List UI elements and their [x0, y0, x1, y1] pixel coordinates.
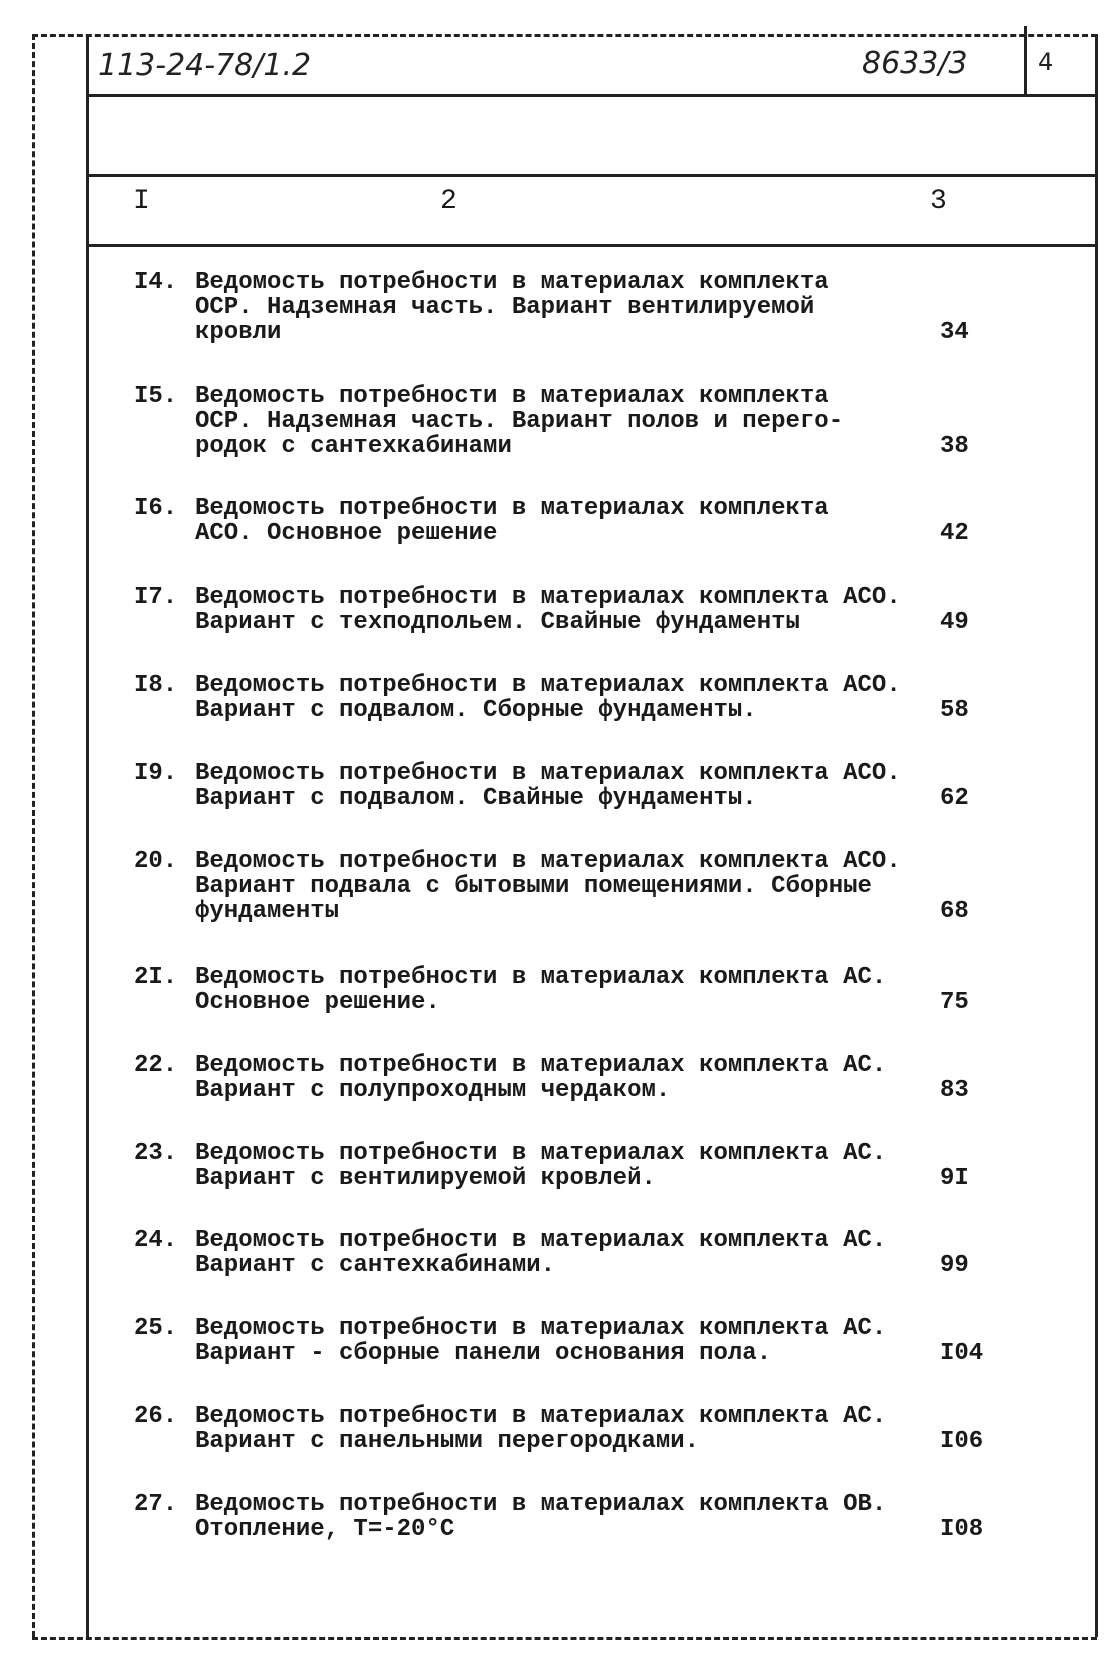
entry-title-line: фундаменты — [195, 898, 340, 925]
entry-number: 27. — [134, 1491, 178, 1518]
frame-bottom — [32, 1637, 1097, 1640]
entry-title-line: Ведомость потребности в материалах комплекта АС. — [195, 964, 887, 991]
entry-title-line: Ведомость потребности в материалах комплекта АС. — [195, 1315, 887, 1342]
entry-title-line: ОСР. Надземная часть. Вариант полов и перего- — [195, 408, 844, 435]
entry-number: I6. — [134, 495, 178, 522]
entry-number: 23. — [134, 1140, 178, 1167]
header-bottom-line — [86, 94, 1098, 97]
entry-number: I8. — [134, 672, 178, 699]
inventory-number: 8633/3 — [862, 46, 968, 81]
entry-page-number: 99 — [940, 1252, 969, 1279]
entry-title-line: Ведомость потребности в материалах комплекта ОВ. — [195, 1491, 887, 1518]
sheet-box-divider — [1024, 26, 1027, 94]
entry-page-number: 75 — [940, 989, 969, 1016]
frame-right — [1095, 34, 1098, 1637]
entry-number: 2I. — [134, 964, 178, 991]
entry-number: I9. — [134, 760, 178, 787]
column-header-line — [86, 244, 1098, 247]
entry-number: I5. — [134, 383, 178, 410]
entry-title-line: Вариант с панельными перегородками. — [195, 1428, 700, 1455]
entry-number: I4. — [134, 269, 178, 296]
entry-title-line: Вариант с полупроходным чердаком. — [195, 1077, 671, 1104]
entry-page-number: 68 — [940, 898, 969, 925]
column-header-1: I — [133, 186, 150, 217]
entry-title-line: Вариант с сантехкабинами. — [195, 1252, 556, 1279]
entry-number: 24. — [134, 1227, 178, 1254]
table-top-line — [86, 174, 1098, 177]
entry-page-number: I08 — [940, 1516, 984, 1543]
entry-title-line: Вариант подвала с бытовыми помещениями. Сборные — [195, 873, 872, 900]
entry-title-line: Вариант - сборные панели основания пола. — [195, 1340, 772, 1367]
entry-page-number: 83 — [940, 1077, 969, 1104]
entry-title-line: ОСР. Надземная часть. Вариант вентилируемой — [195, 294, 815, 321]
entry-title-line: Ведомость потребности в материалах комплекта — [195, 269, 829, 296]
entry-page-number: 49 — [940, 609, 969, 636]
entry-number: 26. — [134, 1403, 178, 1430]
entry-title-line: Вариант с вентилируемой кровлей. — [195, 1165, 656, 1192]
entry-title-line: Отопление, Т=-20°С — [195, 1516, 455, 1543]
entry-title-line: Ведомость потребности в материалах комплекта — [195, 495, 829, 522]
entry-title-line: Вариант с техподпольем. Свайные фундаменты — [195, 609, 800, 636]
column-header-2: 2 — [440, 186, 457, 217]
entry-title-line: Ведомость потребности в материалах комплекта АСО. — [195, 848, 901, 875]
entry-page-number: I06 — [940, 1428, 984, 1455]
entry-page-number: 42 — [940, 520, 969, 547]
entry-page-number: 58 — [940, 697, 969, 724]
entry-title-line: Ведомость потребности в материалах комплекта АСО. — [195, 760, 901, 787]
entry-number: 25. — [134, 1315, 178, 1342]
entry-page-number: I04 — [940, 1340, 984, 1367]
entry-title-line: Ведомость потребности в материалах комплекта АС. — [195, 1403, 887, 1430]
entry-title-line: Вариант с подвалом. Свайные фундаменты. — [195, 785, 757, 812]
frame-top — [32, 34, 1097, 37]
entry-page-number: 34 — [940, 319, 969, 346]
entry-number: I7. — [134, 584, 178, 611]
entry-page-number: 38 — [940, 433, 969, 460]
margin-line — [86, 34, 89, 1637]
entry-title-line: Ведомость потребности в материалах комплекта АС. — [195, 1227, 887, 1254]
entry-title-line: кровли — [195, 319, 282, 346]
entry-title-line: родок с сантехкабинами — [195, 433, 512, 460]
doc-code: 113-24-78/1.2 — [98, 48, 312, 83]
entry-page-number: 9I — [940, 1165, 969, 1192]
entry-number: 20. — [134, 848, 178, 875]
entry-title-line: Основное решение. — [195, 989, 440, 1016]
entry-number: 22. — [134, 1052, 178, 1079]
column-header-3: 3 — [930, 186, 947, 217]
entry-title-line: Вариант с подвалом. Сборные фундаменты. — [195, 697, 757, 724]
entry-title-line: Ведомость потребности в материалах комплекта АС. — [195, 1140, 887, 1167]
entry-title-line: Ведомость потребности в материалах комплекта — [195, 383, 829, 410]
entry-page-number: 62 — [940, 785, 969, 812]
sheet-number: 4 — [1038, 48, 1054, 76]
frame-left — [32, 34, 35, 1637]
entry-title-line: Ведомость потребности в материалах комплекта АС. — [195, 1052, 887, 1079]
entry-title-line: Ведомость потребности в материалах комплекта АСО. — [195, 584, 901, 611]
entry-title-line: Ведомость потребности в материалах комплекта АСО. — [195, 672, 901, 699]
entry-title-line: АСО. Основное решение — [195, 520, 498, 547]
